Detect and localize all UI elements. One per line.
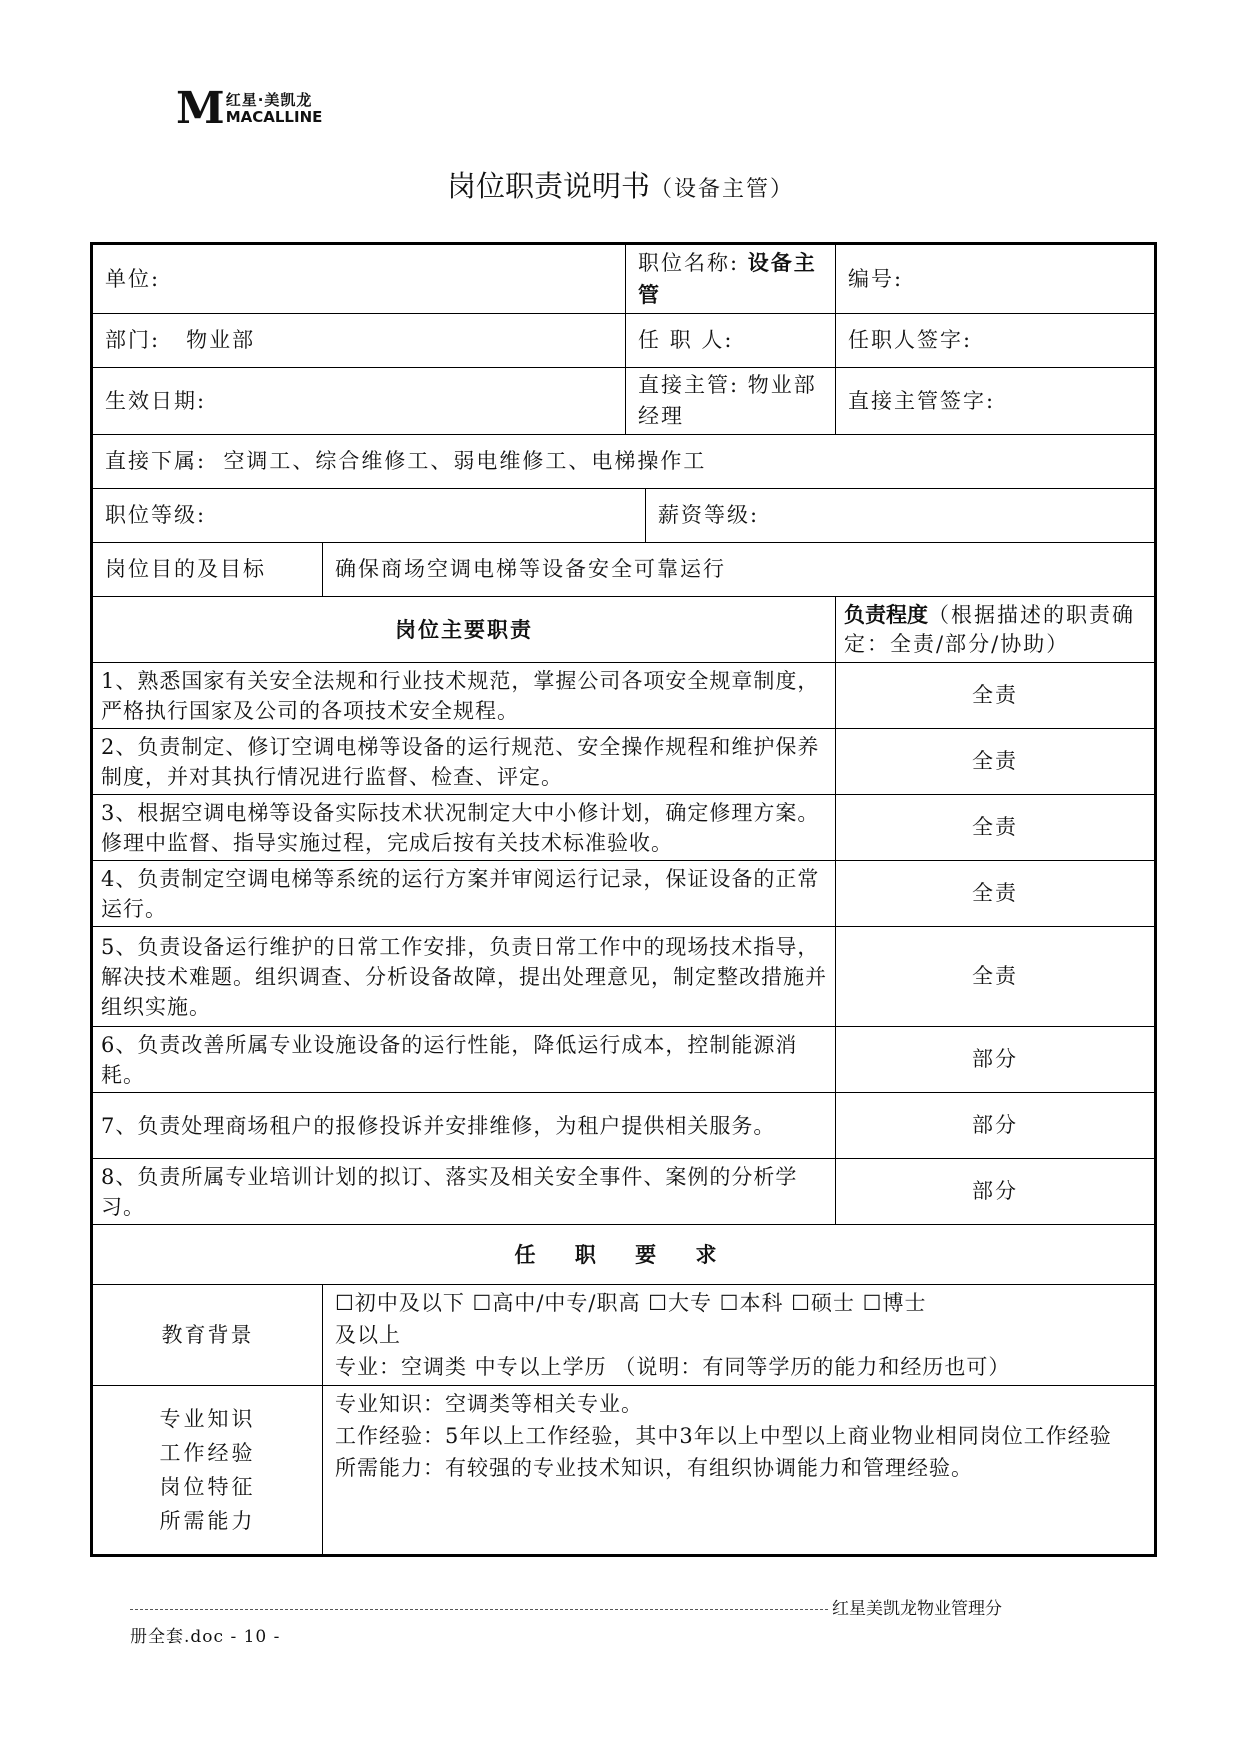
info-row-6: [92, 543, 1156, 597]
duty-level: 全责: [836, 663, 1156, 729]
job-description-table: [90, 242, 1157, 1557]
duty-text: 8、负责所属专业培训计划的拟订、落实及相关安全事件、案例的分析学习。: [92, 1159, 836, 1225]
education-options-cont: 及以上: [335, 1323, 401, 1347]
duty-level: 部分: [836, 1093, 1156, 1159]
duty-row: [92, 795, 1156, 861]
holder-sign-cell: 任职人签字:: [836, 314, 1156, 368]
grade-cell: 职位等级:: [92, 489, 646, 543]
duty-level: 全责: [836, 927, 1156, 1027]
duty-text: 2、负责制定、修订空调电梯等设备的运行规范、安全操作规程和维护保养制度，并对其执行情况进行监督、检查、评定。: [92, 729, 836, 795]
dept-value: 物业部: [186, 328, 256, 352]
logo-cn-name: 红星·美凯龙: [225, 91, 313, 109]
education-row: [92, 1285, 1156, 1386]
duty-text: 1、熟悉国家有关安全法规和行业技术规范，掌握公司各项安全规章制度，严格执行国家及公司的各项技术安全规程。: [92, 663, 836, 729]
duty-level: 全责: [836, 729, 1156, 795]
document-title: [0, 164, 1241, 205]
duty-level: 全责: [836, 861, 1156, 927]
logo-mark: M: [176, 83, 223, 134]
title-sub: （设备主管）: [650, 177, 795, 202]
requirements-header-row: [92, 1225, 1156, 1285]
duty-row: [92, 663, 1156, 729]
requirement-labels: [92, 1386, 323, 1556]
label-characteristics: 岗位特征: [159, 1475, 256, 1499]
subordinates-value: 空调工、综合维修工、弱电维修工、电梯操作工: [223, 449, 707, 473]
duty-level: 部分: [836, 1159, 1156, 1225]
position-value: 设备主管: [638, 250, 817, 307]
duty-row: [92, 927, 1156, 1027]
effective-date-cell: 生效日期:: [92, 368, 626, 435]
experience-text: 工作经验：5年以上工作经验，其中3年以上中型以上商业物业相同岗位工作经验: [335, 1424, 1112, 1448]
education-value: [323, 1285, 1156, 1386]
company-logo: [176, 83, 323, 134]
duty-row: [92, 1027, 1156, 1093]
duty-level: 全责: [836, 795, 1156, 861]
info-row-4: [92, 435, 1156, 489]
duty-text: 7、负责处理商场租户的报修投诉并安排维修，为租户提供相关服务。: [92, 1093, 836, 1159]
knowledge-text: 专业知识：空调类等相关专业。: [335, 1392, 643, 1416]
info-row-3: [92, 368, 1156, 435]
supervisor-sign-cell: 直接主管签字:: [836, 368, 1156, 435]
level-note: （根据描述的职责确定：全责/部分/协助）: [844, 603, 1136, 656]
duty-row: [92, 1159, 1156, 1225]
position-cell: 职位名称: 设备主管: [626, 244, 836, 314]
supervisor-cell: 直接主管: 物业部经理: [626, 368, 836, 435]
footer-line: [130, 1594, 1140, 1619]
goal-label-cell: 岗位目的及目标: [92, 543, 323, 597]
duty-text: 5、负责设备运行维护的日常工作安排，负责日常工作中的现场技术指导，解决技术难题。组织调查、分析设备故障，提出处理意见，制定整改措施并组织实施。: [92, 927, 836, 1027]
ability-text: 所需能力：有较强的专业技术知识，有组织协调能力和管理经验。: [335, 1456, 973, 1480]
label-experience: 工作经验: [159, 1441, 256, 1465]
requirement-details: [323, 1386, 1156, 1556]
level-title: 负责程度: [844, 602, 929, 627]
duty-row: [92, 861, 1156, 927]
dept-cell: 部门: 物业部: [92, 314, 626, 368]
duty-level: 部分: [836, 1027, 1156, 1093]
duty-row: [92, 1093, 1156, 1159]
label-ability: 所需能力: [159, 1509, 256, 1533]
info-row-2: [92, 314, 1156, 368]
info-row-1: [92, 244, 1156, 314]
info-row-5: [92, 489, 1156, 543]
footer-dashed-rule: [130, 1609, 828, 1610]
footer-page-number: 册全套.doc - 10 -: [130, 1627, 281, 1647]
requirements-header: 任 职 要 求: [92, 1225, 1156, 1285]
duties-header: 岗位主要职责: [92, 597, 836, 663]
duty-row: [92, 729, 1156, 795]
subordinates-cell: 直接下属: 空调工、综合维修工、弱电维修工、电梯操作工: [92, 435, 1156, 489]
logo-wordmark: [226, 92, 323, 126]
supervisor-value: 物业部经理: [638, 373, 817, 428]
education-options: ☐初中及以下 ☐高中/中专/职高 ☐大专 ☐本科 ☐硕士 ☐博士: [335, 1291, 927, 1315]
holder-cell: 任 职 人:: [626, 314, 836, 368]
unit-cell: 单位:: [92, 244, 626, 314]
education-label: 教育背景: [92, 1285, 323, 1386]
level-header: [836, 597, 1156, 663]
number-cell: 编号:: [836, 244, 1156, 314]
salary-cell: 薪资等级:: [646, 489, 1156, 543]
label-knowledge: 专业知识: [159, 1407, 256, 1431]
duties-header-row: [92, 597, 1156, 663]
education-major: 专业：空调类 中专以上学历 （说明：有同等学历的能力和经历也可）: [335, 1355, 1011, 1379]
logo-en-name: MACALLINE: [225, 108, 323, 126]
footer-org: 红星美凯龙物业管理分: [832, 1599, 1002, 1619]
goal-value-cell: 确保商场空调电梯等设备安全可靠运行: [323, 543, 1156, 597]
duty-text: 6、负责改善所属专业设施设备的运行性能，降低运行成本，控制能源消耗。: [92, 1027, 836, 1093]
knowledge-row: [92, 1386, 1156, 1556]
title-main: 岗位职责说明书: [446, 169, 650, 203]
duty-text: 3、根据空调电梯等设备实际技术状况制定大中小修计划，确定修理方案。修理中监督、指导实施过程，完成后按有关技术标准验收。: [92, 795, 836, 861]
duty-text: 4、负责制定空调电梯等系统的运行方案并审阅运行记录，保证设备的正常运行。: [92, 861, 836, 927]
